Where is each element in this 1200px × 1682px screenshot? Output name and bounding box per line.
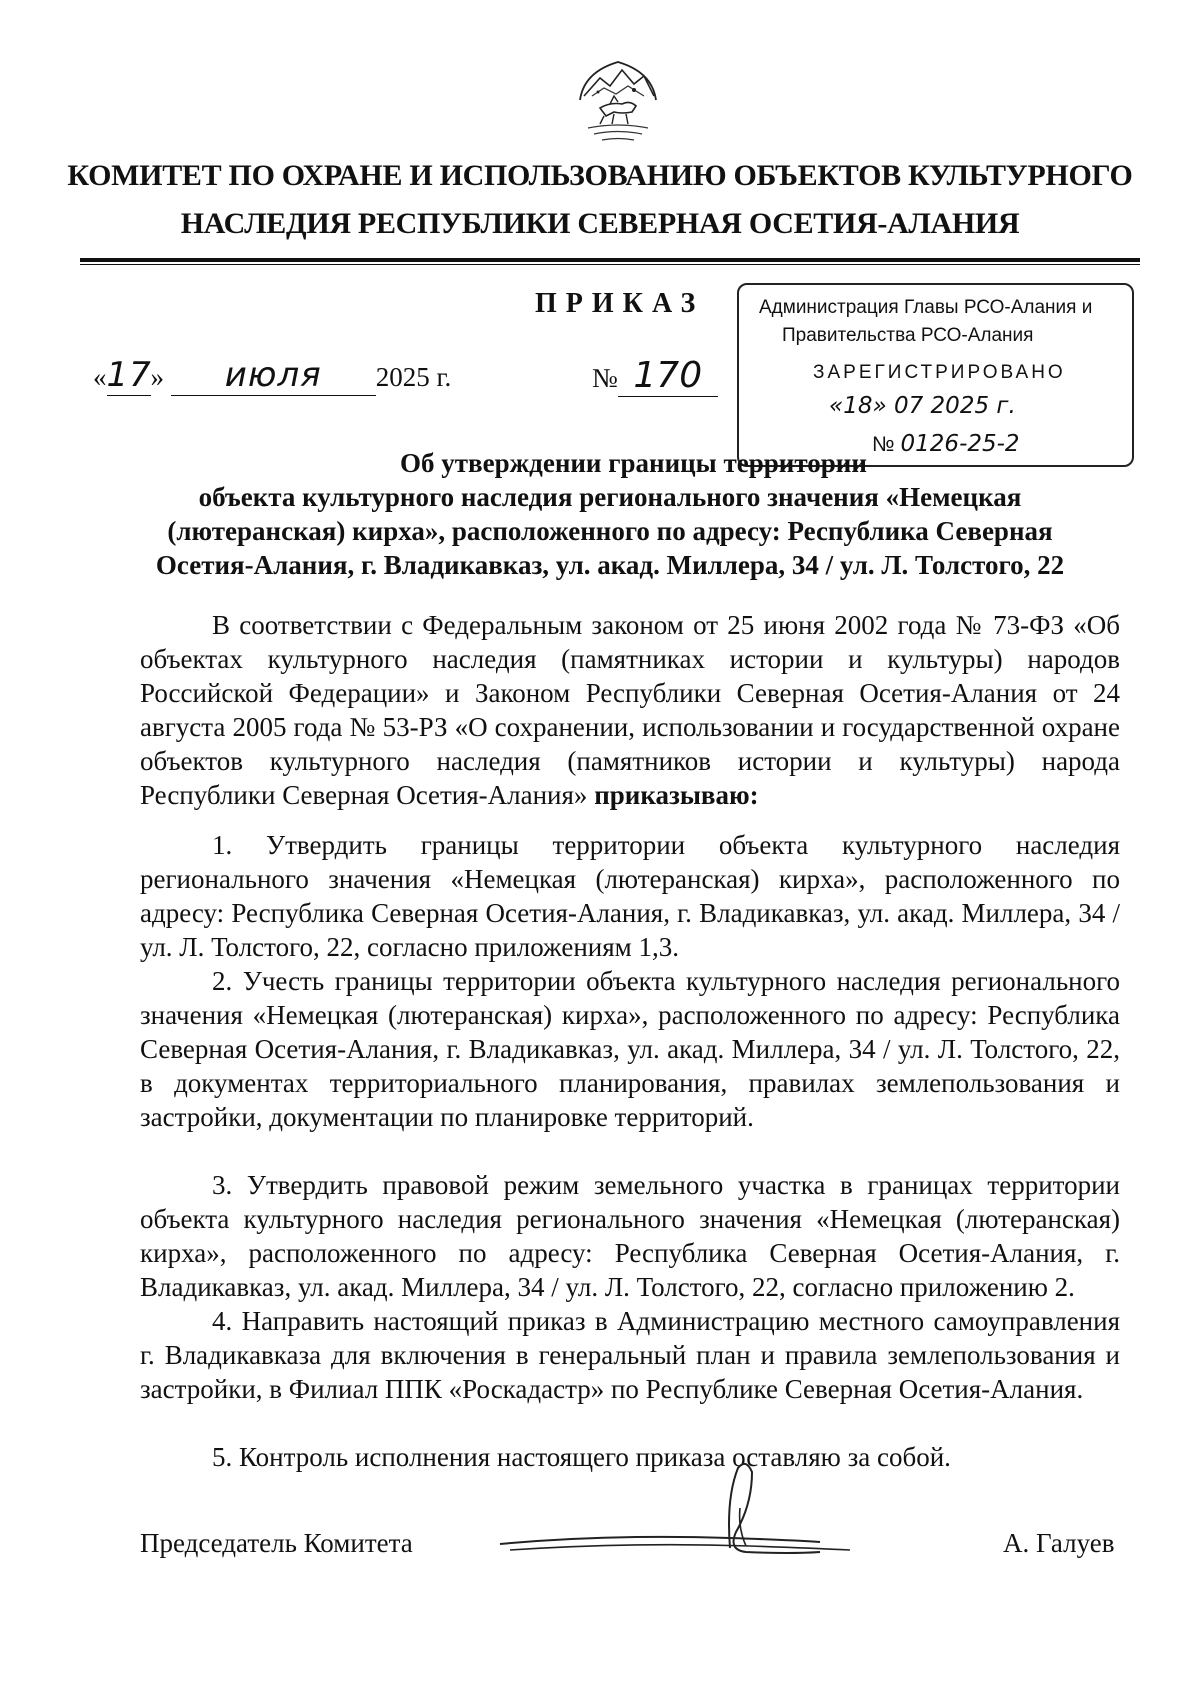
order-item-4: 4. Направить настоящий приказ в Администрацию местного самоуправления г. Владикавказа для включения в генеральный план и правила землепользования и застройки, в Филиал ППК «Роскадастр» по Республике Северная Осетия-Алания. [140,1306,1120,1404]
subject-line2: объекта культурного наследия регионального значения «Немецкая [198,482,1022,512]
date-close-quote: » [150,362,164,392]
registration-stamp [737,283,1134,467]
stamp-number [872,431,1020,457]
handwritten-signature [490,1458,990,1568]
stamp-number-label: № [872,433,895,456]
order-date-month: июля [224,355,322,395]
order-item-2: 2. Учесть границы территории объекта культурного наследия регионального значения «Немецкая (лютеранская) кирха», расположенного по адресу: Республика Северная Осетия-Алания, г. Владикавказ, ул. акад. Миллера, 34 / ул. Л. Толстого, 22, в документах территориального планирования, правилах землепользования и застройки, документации по планировке территорий. [140,966,1120,1132]
signer-position: Председатель Комитета [140,1528,413,1558]
preamble-text: В соответствии с Федеральным законом от 25 июня 2002 года № 73-ФЗ «Об объектах культурного наследия (памятниках истории и культуры) народов Российской Федерации» и Законом Республики Северная Осетия-Алания от 24 августа 2005 года № 53-РЗ «О сохранении, использовании и государственной охране объектов культурного наследия (памятников истории и культуры) народа Республики Северная Осетия-Алания» [140,610,1120,810]
preamble-paragraph [140,608,1120,812]
stamp-line1: Администрация Главы РСО-Алания и [759,297,1093,318]
order-title: ПРИКАЗ [535,288,705,319]
order-number-label: № [592,363,618,393]
stamp-line2: Правительства РСО-Алания [782,325,1034,346]
order-item-5: 5. Контроль исполнения настоящего приказа оставляю за собой. [212,1442,951,1472]
coat-of-arms-emblem [570,52,666,152]
subject-line1: Об утверждении границы территории [400,448,867,478]
header-divider-thick [80,258,1140,262]
signer-name: А. Галуев [1003,1528,1115,1558]
header-divider-thin [80,264,1140,265]
stamp-date: «18» 07 2025 г. [829,393,1016,419]
subject-line4: Осетия-Алания, г. Владикавказ, ул. акад. Миллера, 34 / ул. Л. Толстого, 22 [155,550,1065,580]
date-open-quote: « [93,362,107,392]
stamp-registered: ЗАРЕГИСТРИРОВАНО [813,362,1066,383]
subject-line3: (лютеранская) кирха», расположенного по адресу: Республика Северная [167,516,1053,546]
order-date [93,355,451,396]
order-number-value: 170 [618,355,718,397]
preamble-bold: приказываю: [594,780,759,810]
order-date-day: 17 [106,355,152,395]
organization-title-line1: КОМИТЕТ ПО ОХРАНЕ И ИСПОЛЬЗОВАНИЮ ОБЪЕКТОВ КУЛЬТУРНОГО [67,159,1133,192]
order-item-3: 3. Утвердить правовой режим земельного участка в границах территории объекта культурного наследия регионального значения «Немецкая (лютеранская) кирха», расположенного по адресу: Республика Северная Осетия-Алания, г. Владикавказ, ул. акад. Миллера, 34 / ул. Л. Толстого, 22, согласно приложению 2. [140,1170,1120,1302]
order-date-year: 2025 г. [375,362,452,392]
order-item-1: 1. Утвердить границы территории объекта культурного наследия регионального значения «Немецкая (лютеранская) кирха», расположенного по адресу: Республика Северная Осетия-Алания, г. Владикавказ, ул. акад. Миллера, 34 / ул. Л. Толстого, 22, согласно приложениям 1,3. [140,830,1120,962]
order-number [592,355,718,397]
stamp-number-value: 0126-25-2 [900,431,1020,457]
organization-title-line2: НАСЛЕДИЯ РЕСПУБЛИКИ СЕВЕРНАЯ ОСЕТИЯ-АЛАНИЯ [180,207,1020,240]
